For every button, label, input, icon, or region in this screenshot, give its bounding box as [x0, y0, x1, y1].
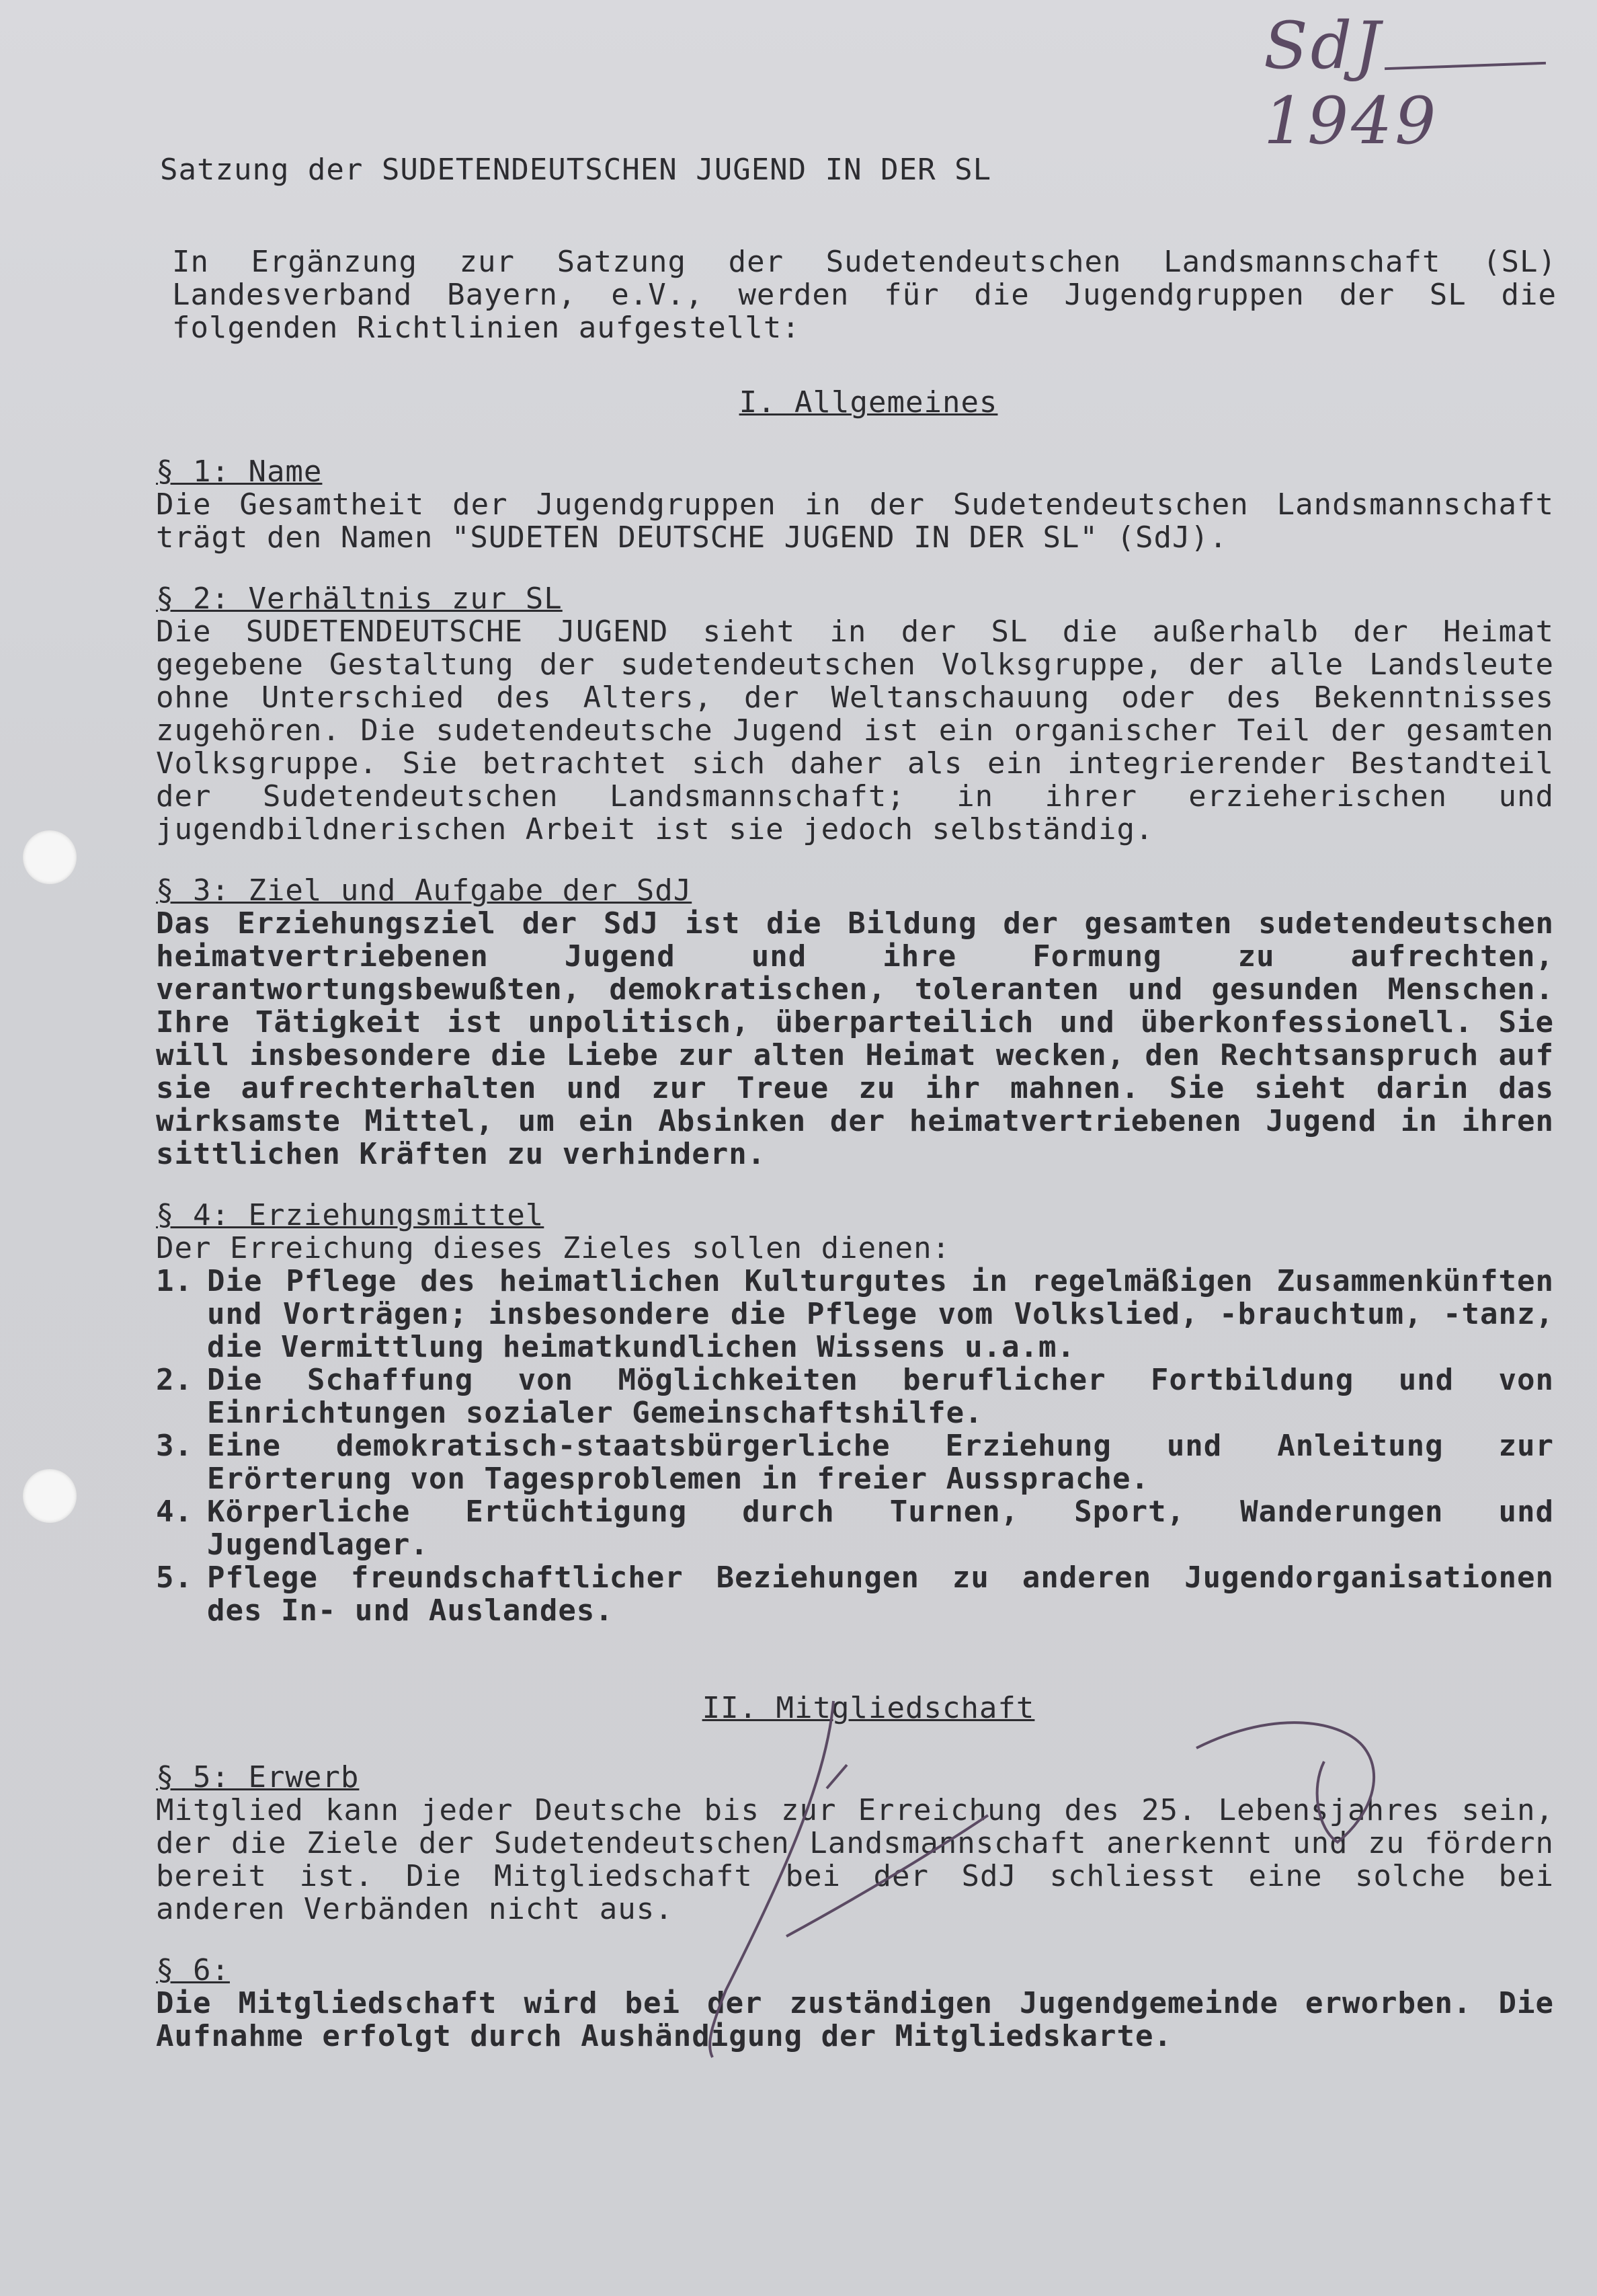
punch-hole-top	[23, 830, 77, 884]
paragraph-3-heading	[156, 874, 1581, 907]
list-item-text: Pflege freundschaftlicher Beziehungen zu anderen Jugendorganisationen des In- und Auslandes.	[207, 1560, 1554, 1628]
section-heading-general-text: I. Allgemeines	[739, 385, 998, 420]
paragraph-2-body: Die SUDETENDEUTSCHE JUGEND sieht in der SL die außerhalb der Heimat gegebene Gestaltung der sudetendeutschen Volksgruppe, der alle Landsleute ohne Unterschied des Alters, der Weltanschauung oder des Bekenntnisses zugehören. Die sudetendeutsche Jugend ist ein organischer Teil der gesamten Volksgruppe. Sie betrachtet sich daher als ein integrierender Bestandteil der Sudetendeutschen Landsmannschaft; in ihrer erzieherischen und jugendbildnerischen Arbeit ist sie jedoch selbständig.	[156, 615, 1554, 846]
list-item-text: Körperliche Ertüchtigung durch Turnen, Sport, Wanderungen und Jugendlager.	[207, 1495, 1554, 1562]
list-item-number: 1.	[156, 1264, 193, 1298]
paragraph-6-body: Die Mitgliedschaft wird bei der zuständigen Jugendgemeinde erworben. Die Aufnahme erfolgt durch Aushändigung der Mitgliedskarte.	[156, 1986, 1554, 2053]
handwritten-reference: SdJ 1949	[1264, 8, 1439, 159]
paragraph-4-heading-text: § 4: Erziehungsmittel	[156, 1198, 544, 1232]
section-heading-general	[156, 386, 1581, 419]
paragraph-6-heading-text: § 6:	[156, 1953, 230, 1987]
paragraph-5-heading-text: § 5: Erwerb	[156, 1760, 360, 1794]
document-body	[156, 153, 1581, 2081]
list-item-number: 4.	[156, 1495, 193, 1529]
section-heading-membership-text: II. Mitgliedschaft	[702, 1691, 1035, 1725]
education-means-list	[156, 1265, 1554, 1627]
paragraph-3-heading-text: § 3: Ziel und Aufgabe der SdJ	[156, 873, 692, 908]
paragraph-4-heading	[156, 1199, 1581, 1232]
list-item	[156, 1429, 1554, 1495]
list-item-number: 3.	[156, 1429, 193, 1463]
paragraph-5-heading	[156, 1761, 1581, 1794]
paragraph-1-heading	[156, 455, 1581, 488]
list-item-number: 2.	[156, 1363, 193, 1397]
list-item-text: Die Schaffung von Möglichkeiten beruflicher Fortbildung und von Einrichtungen sozialer Gemeinschaftshilfe.	[207, 1363, 1554, 1430]
paragraph-1-heading-text: § 1: Name	[156, 454, 323, 489]
paragraph-3-body: Das Erziehungsziel der SdJ ist die Bildung der gesamten sudetendeutschen heimatvertriebenen Jugend und ihre Formung zu aufrechten, verantwortungsbewußten, demokratischen, toleranten und gesunden Menschen. Ihre Tätigkeit ist unpolitisch, überparteilich und überkonfessionell. Sie will insbesondere die Liebe zur alten Heimat wecken, den Rechtsanspruch auf sie aufrechterhalten und zur Treue zu ihr mahnen. Sie sieht darin das wirksamste Mittel, um ein Absinken der heimatvertriebenen Jugend in ihren sittlichen Kräften zu verhindern.	[156, 906, 1554, 1171]
paragraph-1-body: Die Gesamtheit der Jugendgruppen in der Sudetendeutschen Landsmannschaft trägt den Namen "SUDETEN DEUTSCHE JUGEND IN DER SL" (SdJ).	[156, 487, 1554, 555]
paragraph-2-heading-text: § 2: Verhältnis zur SL	[156, 582, 563, 616]
list-item	[156, 1495, 1554, 1561]
paragraph-4-lead: Der Erreichung dieses Zieles sollen dienen:	[156, 1231, 951, 1265]
list-item	[156, 1265, 1554, 1363]
paragraph-5-body: Mitglied kann jeder Deutsche bis zur Erreichung des 25. Lebensjahres sein, der die Ziele der Sudetendeutschen Landsmannschaft anerkennt und zu fördern bereit ist. Die Mitgliedschaft bei der SdJ schliesst eine solche bei anderen Verbänden nicht aus.	[156, 1793, 1554, 1926]
document-title: Satzung der SUDETENDEUTSCHEN JUGEND IN DER SL	[160, 153, 992, 187]
list-item	[156, 1363, 1554, 1429]
list-item-text: Eine demokratisch-staatsbürgerliche Erziehung und Anleitung zur Erörterung von Tagesproblemen in freier Aussprache.	[207, 1429, 1554, 1496]
list-item-text: Die Pflege des heimatlichen Kulturgutes in regelmäßigen Zusammenkünften und Vorträgen; insbesondere die Pflege vom Volkslied, -brauchtum, -tanz, die Vermittlung heimatkundlichen Wissens u.a.m.	[207, 1264, 1554, 1364]
paragraph-2-heading	[156, 582, 1581, 615]
list-item-number: 5.	[156, 1560, 193, 1595]
punch-hole-bottom	[23, 1469, 77, 1523]
list-item	[156, 1561, 1554, 1627]
intro-paragraph: In Ergänzung zur Satzung der Sudetendeutschen Landsmannschaft (SL) Landesverband Bayern, e.V., werden für die Jugendgruppen der SL die folgenden Richtlinien aufgestellt:	[172, 245, 1557, 345]
section-heading-membership	[156, 1692, 1581, 1725]
paragraph-6-heading	[156, 1954, 1581, 1987]
